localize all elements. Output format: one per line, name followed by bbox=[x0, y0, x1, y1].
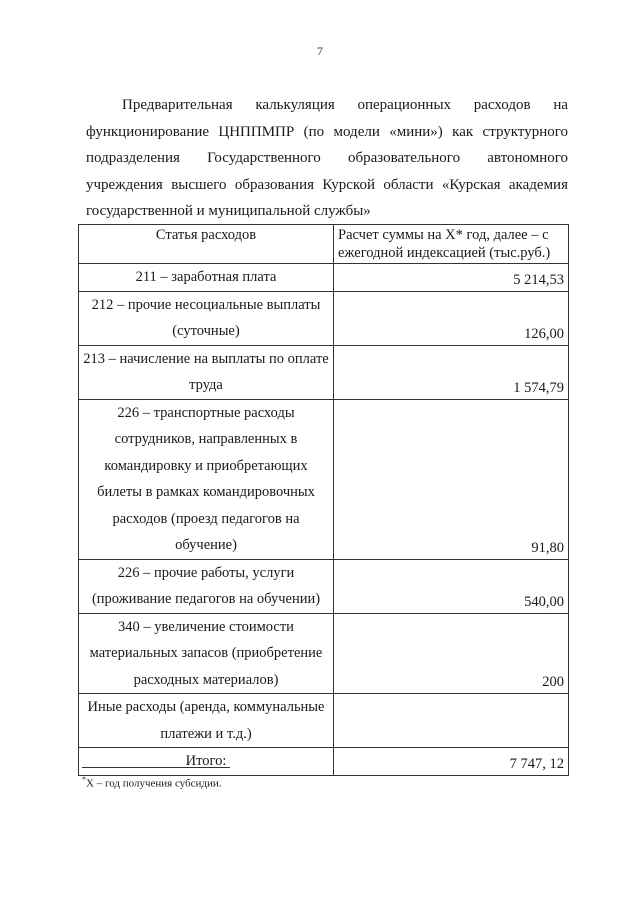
footnote-divider bbox=[82, 767, 230, 768]
row-amount: 91,80 bbox=[334, 399, 569, 559]
table-row bbox=[79, 613, 569, 694]
table-header-row bbox=[79, 225, 569, 264]
table-row bbox=[79, 345, 569, 399]
row-item: 213 – начисление на выплаты по оплате труда bbox=[79, 345, 334, 399]
table-row bbox=[79, 559, 569, 613]
table-row bbox=[79, 694, 569, 748]
page-number: 7 bbox=[317, 44, 323, 58]
row-amount: 200 bbox=[334, 613, 569, 694]
table-row bbox=[79, 399, 569, 559]
table-total-row bbox=[79, 748, 569, 776]
row-item: 211 – заработная плата bbox=[79, 264, 334, 292]
expense-table bbox=[78, 224, 569, 776]
row-amount: 126,00 bbox=[334, 291, 569, 345]
row-amount: 540,00 bbox=[334, 559, 569, 613]
row-amount bbox=[334, 694, 569, 748]
header-expense-item: Статья расходов bbox=[79, 225, 334, 264]
footnote bbox=[82, 775, 222, 790]
row-item: 226 – прочие работы, услуги (проживание педагогов на обучении) bbox=[79, 559, 334, 613]
row-item: Иные расходы (аренда, коммунальные платежи и т.д.) bbox=[79, 694, 334, 748]
table-row bbox=[79, 291, 569, 345]
row-amount: 1 574,79 bbox=[334, 345, 569, 399]
row-item: 340 – увеличение стоимости материальных запасов (приобретение расходных материалов) bbox=[79, 613, 334, 694]
table-row bbox=[79, 264, 569, 292]
footnote-marker: * bbox=[82, 775, 86, 784]
total-amount: 7 747, 12 bbox=[334, 748, 569, 776]
row-item: 212 – прочие несоциальные выплаты (суточные) bbox=[79, 291, 334, 345]
footnote-text: X – год получения субсидии. bbox=[86, 777, 222, 790]
header-amount: Расчет суммы на X* год, далее – с ежегодной индексацией (тыс.руб.) bbox=[334, 225, 569, 264]
row-item: 226 – транспортные расходы сотрудников, направленных в командировку и приобретающих билеты в рамках командировочных расходов (проезд педагогов на обучение) bbox=[79, 399, 334, 559]
row-amount: 5 214,53 bbox=[334, 264, 569, 292]
intro-paragraph: Предварительная калькуляция операционных расходов на функционирование ЦНППМПР (по модели «мини») как структурного подразделения Государственного образовательного автономного учреждения высшего образования Курской области «Курская академия государственной и муниципальной службы» bbox=[86, 97, 568, 219]
total-label: Итого: bbox=[79, 748, 334, 776]
